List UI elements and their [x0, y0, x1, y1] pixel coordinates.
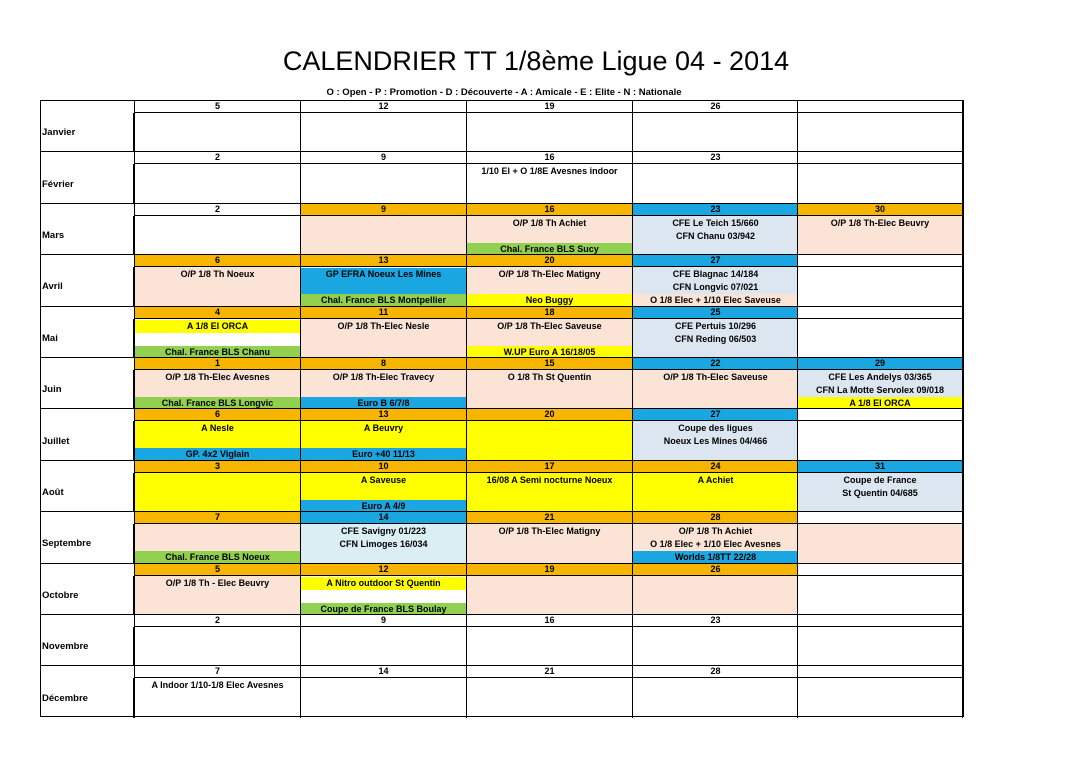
week-cell-body [798, 113, 962, 152]
week-cell [466, 255, 632, 306]
week-cell [797, 512, 963, 563]
event-label: A 1/8 El ORCA [135, 320, 300, 333]
week-date: 5 [135, 101, 300, 113]
month-row-septembre [40, 511, 964, 563]
week-cell [797, 409, 963, 460]
week-cell [300, 564, 466, 615]
event-label: Noeux Les Mines 04/466 [663, 436, 768, 447]
week-date: 9 [301, 615, 466, 627]
event-label: A Nesle [201, 423, 234, 434]
week-cell [632, 461, 798, 512]
week-cell [300, 307, 466, 358]
week-cell [134, 152, 300, 203]
week-date: 19 [467, 564, 632, 576]
week-cell [134, 615, 300, 666]
week-cell [797, 204, 963, 255]
week-date [798, 255, 962, 267]
week-date: 12 [301, 101, 466, 113]
event-label: A Achiet [697, 474, 734, 485]
week-cell [466, 564, 632, 615]
event-label: GP. 4x2 Viglain [135, 448, 300, 461]
week-cell [134, 101, 300, 152]
event-label: A 1/8 El ORCA [798, 397, 962, 410]
week-cell [797, 101, 963, 152]
week-cell-body [135, 473, 300, 512]
week-date: 21 [467, 666, 632, 678]
month-row-novembre [40, 614, 964, 666]
week-date: 27 [633, 255, 798, 267]
event-label: CFE Blagnac 14/184 [672, 269, 759, 280]
week-cell-body [798, 678, 962, 717]
week-cell-body [135, 113, 300, 152]
week-cell [134, 666, 300, 717]
month-row-juin [40, 357, 964, 409]
event-label: CFN Chanu 03/942 [675, 230, 756, 241]
week-cell [134, 564, 300, 615]
week-cell [632, 564, 798, 615]
event-label: Coupe de France BLS Boulay [301, 603, 466, 616]
week-cell [134, 461, 300, 512]
week-date: 6 [135, 255, 300, 267]
week-cell [632, 512, 798, 563]
week-date: 26 [633, 101, 798, 113]
event-label: Chal. France BLS Chanu [135, 346, 300, 359]
event-label: A Nitro outdoor St Quentin [301, 577, 466, 590]
week-cell [632, 358, 798, 409]
week-date: 14 [301, 666, 466, 678]
week-cell [632, 255, 798, 306]
event-label: Euro +40 11/13 [301, 448, 466, 461]
event-label: GP EFRA Noeux Les Mines [301, 268, 466, 294]
week-cell [300, 512, 466, 563]
event-label: CFE Pertuis 10/296 [674, 320, 757, 331]
event-label: O/P 1/8 Th-Elec Saveuse [497, 320, 602, 331]
week-cell-body [301, 678, 466, 717]
week-date [798, 307, 962, 319]
event-label: A Indoor 1/10-1/8 Elec Avesnes [151, 680, 284, 691]
week-cell-body [633, 113, 798, 152]
week-cell-body [798, 267, 962, 306]
month-label: Juin [40, 370, 134, 409]
week-date: 14 [301, 512, 466, 524]
week-date: 13 [301, 409, 466, 421]
week-cell-body [135, 164, 300, 203]
month-row-mai [40, 306, 964, 358]
week-cell [300, 152, 466, 203]
week-date: 2 [135, 152, 300, 164]
week-date: 9 [301, 204, 466, 216]
week-cell-body [467, 113, 632, 152]
abbreviation-legend: O : Open - P : Promotion - D : Découverte - A : Amicale - E : Elite - N : Nationale [326, 87, 682, 98]
week-cell [466, 512, 632, 563]
week-cell [632, 101, 798, 152]
week-cell [300, 101, 466, 152]
event-label: O/P 1/8 Th-Elec Matigny [498, 526, 601, 537]
week-cell [797, 358, 963, 409]
week-cell-body [301, 627, 466, 666]
week-cell-body [467, 678, 632, 717]
week-date: 5 [135, 564, 300, 576]
week-date: 21 [467, 512, 632, 524]
event-label: St Quentin 04/685 [842, 487, 918, 498]
week-date [798, 512, 962, 524]
page-title: CALENDRIER TT 1/8ème Ligue 04 - 2014 [282, 46, 790, 76]
week-cell [797, 461, 963, 512]
calendar-grid [40, 100, 964, 717]
week-cell [632, 307, 798, 358]
month-label: Mai [40, 319, 134, 358]
week-date: 4 [135, 307, 300, 319]
week-cell [797, 152, 963, 203]
month-row-décembre [40, 665, 964, 717]
week-cell [797, 307, 963, 358]
week-cell [632, 666, 798, 717]
week-date: 24 [633, 461, 798, 473]
event-label: Euro A 4/9 [301, 500, 466, 513]
event-label: O/P 1/8 Th Noeux [180, 269, 255, 280]
week-cell-body [798, 164, 962, 203]
event-label: Chal. France BLS Longvic [135, 397, 300, 410]
week-cell [466, 307, 632, 358]
week-date: 15 [467, 358, 632, 370]
week-cell [300, 615, 466, 666]
week-cell [134, 512, 300, 563]
week-cell [466, 358, 632, 409]
event-label: W.UP Euro A 16/18/05 [467, 346, 632, 359]
week-cell [134, 255, 300, 306]
event-label: Coupe des ligues [678, 423, 753, 434]
week-date: 13 [301, 255, 466, 267]
week-date [798, 615, 962, 627]
event-label: CFN Longvic 07/021 [672, 282, 759, 293]
event-label: Coupe de France [843, 474, 917, 485]
week-date: 16 [467, 615, 632, 627]
week-date: 9 [301, 152, 466, 164]
week-date [798, 666, 962, 678]
week-cell [797, 564, 963, 615]
week-date: 23 [633, 152, 798, 164]
week-cell [300, 409, 466, 460]
event-label: O 1/8 Elec + 1/10 Elec Saveuse [633, 294, 798, 307]
event-label: O 1/8 Elec + 1/10 Elec Avesnes [650, 539, 781, 550]
month-label: Août [40, 473, 134, 512]
month-label: Juillet [40, 421, 134, 460]
event-label: Worlds 1/8TT 22/28 [633, 551, 798, 564]
week-date: 11 [301, 307, 466, 319]
event-label: CFE Savigny 01/223 [340, 526, 427, 537]
week-cell-body [135, 627, 300, 666]
week-date: 18 [467, 307, 632, 319]
week-date: 16 [467, 204, 632, 216]
event-label: CFE Les Andelys 03/365 [828, 372, 932, 382]
week-cell-body [633, 678, 798, 717]
event-label: CFN La Motte Servolex 09/018 [815, 385, 945, 395]
event-label: O 1/8 Th St Quentin [507, 372, 592, 382]
week-date: 2 [135, 204, 300, 216]
week-date: 22 [633, 358, 798, 370]
month-label: Mars [40, 216, 134, 255]
week-cell [300, 666, 466, 717]
month-label: Février [40, 164, 134, 203]
week-cell [466, 666, 632, 717]
week-cell-body [798, 576, 962, 615]
event-label: CFN Reding 06/503 [674, 333, 757, 344]
month-row-août [40, 460, 964, 512]
event-label: Chal. France BLS Montpellier [301, 294, 466, 307]
event-label: Neo Buggy [467, 294, 632, 307]
week-cell [134, 307, 300, 358]
week-cell [632, 204, 798, 255]
week-cell [797, 255, 963, 306]
month-label: Octobre [40, 576, 134, 615]
month-label: Septembre [40, 524, 134, 563]
week-date: 1 [135, 358, 300, 370]
event-label: O/P 1/8 Th-Elec Travecy [332, 372, 435, 382]
week-date: 25 [633, 307, 798, 319]
month-label: Avril [40, 267, 134, 306]
week-cell [632, 152, 798, 203]
month-row-mars [40, 203, 964, 255]
week-date: 7 [135, 666, 300, 678]
week-date [798, 564, 962, 576]
month-label: Décembre [40, 678, 134, 717]
week-date: 16 [467, 152, 632, 164]
event-label: A Beuvry [363, 423, 404, 434]
week-cell-body [798, 421, 962, 460]
week-date: 10 [301, 461, 466, 473]
week-date: 2 [135, 615, 300, 627]
week-cell [797, 615, 963, 666]
week-cell [134, 409, 300, 460]
event-label: Euro B 6/7/8 [301, 397, 466, 410]
event-label: O/P 1/8 Th - Elec Beuvry [165, 577, 270, 588]
event-label: O/P 1/8 Th Achiet [512, 217, 587, 228]
event-label: O/P 1/8 Th-Elec Avesnes [165, 372, 270, 382]
week-date: 20 [467, 409, 632, 421]
week-cell-body [798, 627, 962, 666]
week-cell-body [301, 164, 466, 203]
event-label: Chal. France BLS Noeux [135, 551, 300, 564]
event-label: O/P 1/8 Th-Elec Matigny [498, 269, 601, 280]
week-date: 12 [301, 564, 466, 576]
week-date: 23 [633, 615, 798, 627]
week-cell-body [633, 576, 798, 615]
event-label: A Saveuse [360, 474, 407, 485]
week-cell [134, 358, 300, 409]
week-cell [466, 204, 632, 255]
event-label: Chal. France BLS Sucy [467, 243, 632, 256]
week-date: 19 [467, 101, 632, 113]
week-date [798, 409, 962, 421]
week-date: 30 [798, 204, 962, 216]
month-row-janvier [40, 100, 964, 152]
week-cell-body [135, 216, 300, 255]
week-date: 28 [633, 512, 798, 524]
week-cell [300, 461, 466, 512]
week-cell-body [798, 524, 962, 563]
week-date: 26 [633, 564, 798, 576]
week-cell [300, 255, 466, 306]
week-date: 17 [467, 461, 632, 473]
week-cell [797, 666, 963, 717]
week-cell [466, 101, 632, 152]
week-cell [134, 204, 300, 255]
week-date: 20 [467, 255, 632, 267]
week-cell [466, 409, 632, 460]
month-row-avril [40, 254, 964, 306]
event-label: O/P 1/8 Th-Elec Saveuse [663, 372, 768, 382]
week-date: 3 [135, 461, 300, 473]
event-label: 16/08 A Semi nocturne Noeux [486, 474, 613, 485]
week-date: 29 [798, 358, 962, 370]
month-row-octobre [40, 563, 964, 615]
week-cell [466, 152, 632, 203]
week-date: 7 [135, 512, 300, 524]
week-cell [300, 358, 466, 409]
week-date [798, 152, 962, 164]
week-cell-body [798, 319, 962, 358]
event-label: O/P 1/8 Th-Elec Beuvry [830, 217, 930, 228]
week-date: 28 [633, 666, 798, 678]
month-label: Novembre [40, 627, 134, 666]
event-label: O/P 1/8 Th Achiet [678, 526, 753, 537]
week-cell-body [633, 627, 798, 666]
event-label: CFE Le Teich 15/660 [672, 217, 759, 228]
week-cell-body [467, 421, 632, 460]
week-date: 23 [633, 204, 798, 216]
week-cell [632, 409, 798, 460]
week-cell [466, 461, 632, 512]
week-date: 31 [798, 461, 962, 473]
week-cell-body [301, 216, 466, 255]
month-row-juillet [40, 408, 964, 460]
week-date: 8 [301, 358, 466, 370]
week-cell [466, 615, 632, 666]
week-cell-body [301, 113, 466, 152]
month-label: Janvier [40, 113, 134, 152]
week-cell-body [633, 164, 798, 203]
week-cell-body [467, 627, 632, 666]
week-cell-body [467, 576, 632, 615]
event-label: 1/10 El + O 1/8E Avesnes indoor [481, 166, 618, 177]
event-label: O/P 1/8 Th-Elec Nesle [337, 320, 430, 331]
event-label: CFN Limoges 16/034 [339, 539, 428, 550]
week-date: 6 [135, 409, 300, 421]
month-row-février [40, 151, 964, 203]
week-date: 27 [633, 409, 798, 421]
week-cell [300, 204, 466, 255]
week-cell [632, 615, 798, 666]
week-date [798, 101, 962, 113]
